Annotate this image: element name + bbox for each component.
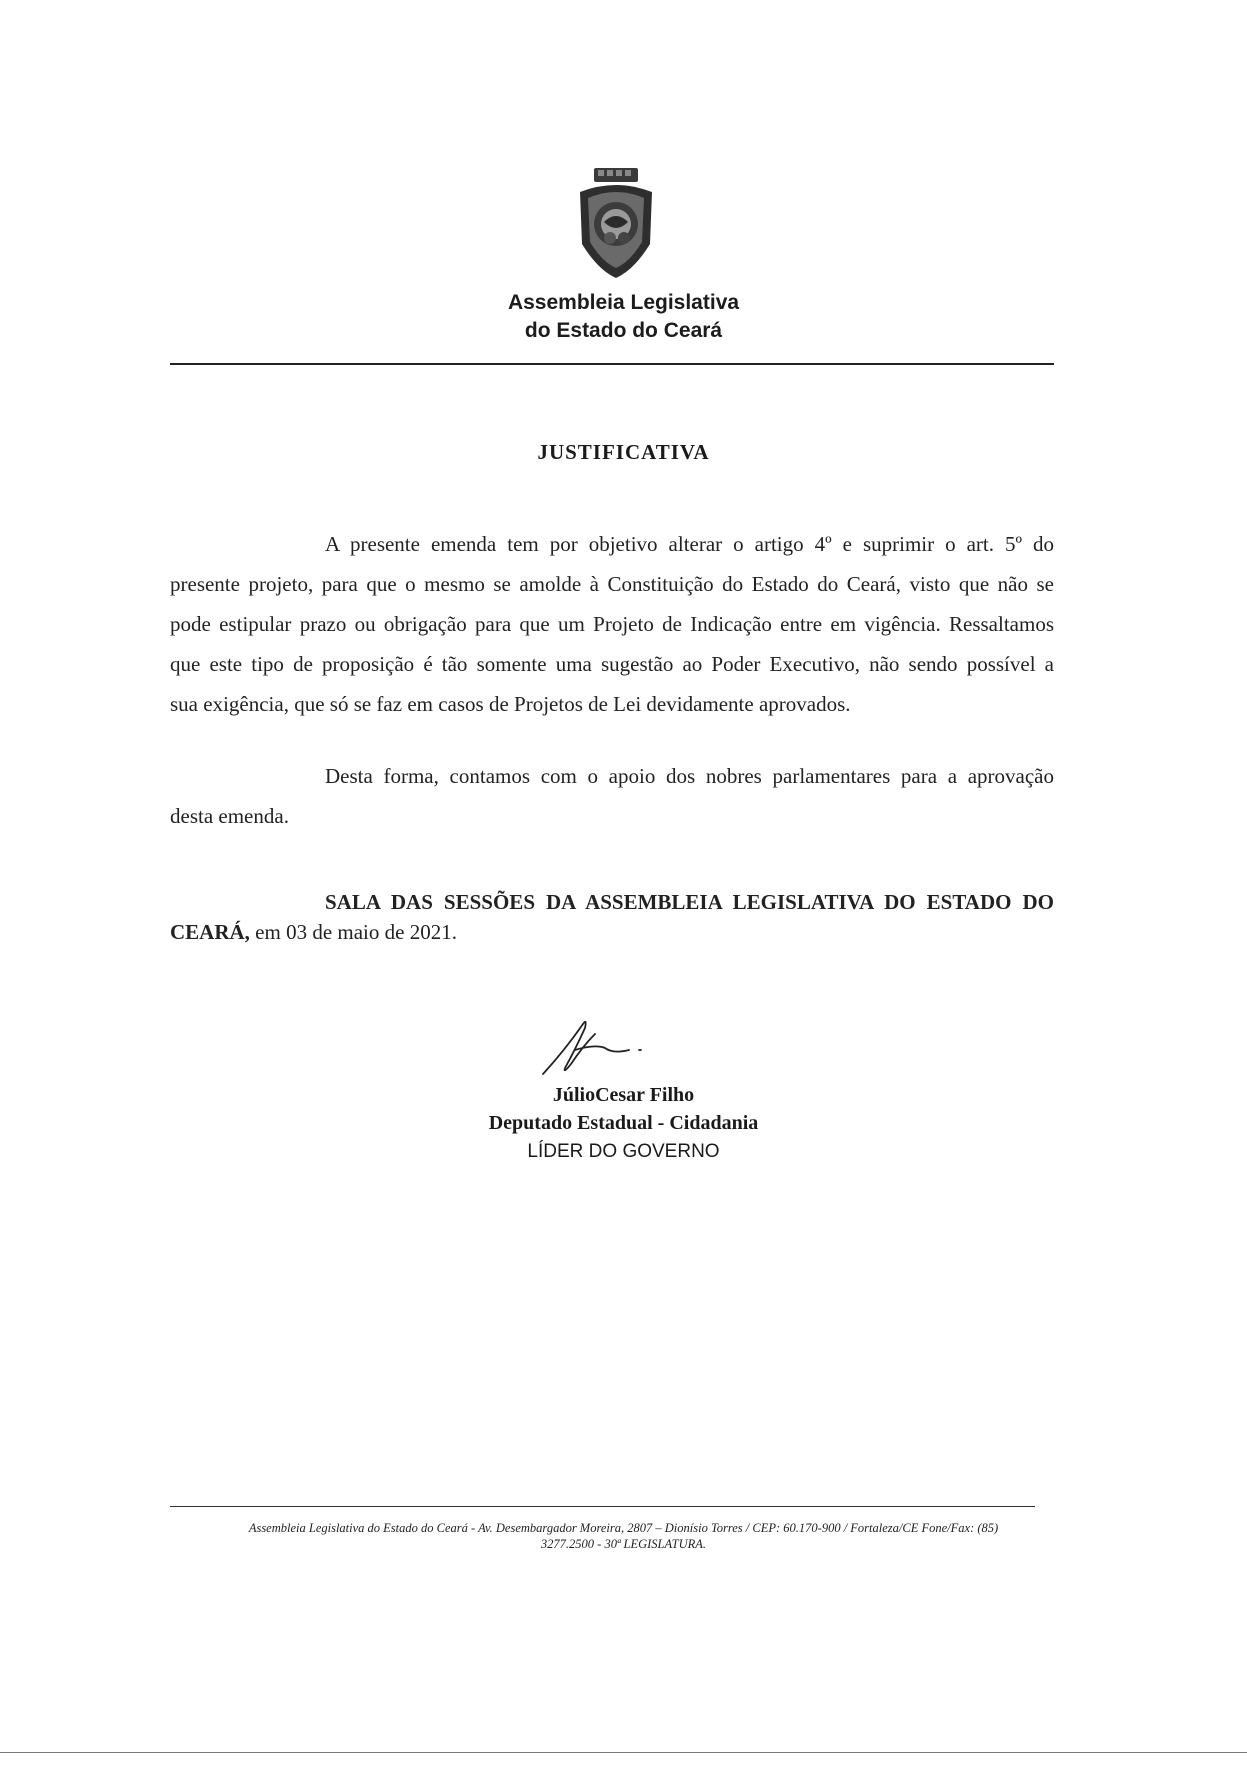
closing-line2: [170, 917, 1054, 947]
footer-divider: [170, 1506, 1035, 1507]
paragraph-line: sua exigência, que só se faz em casos de Projetos de Lei devidamente aprovados.: [170, 692, 851, 716]
paragraph-line: presente projeto, para que o mesmo se amolde à Constituição do Estado do Ceará, visto que não se: [170, 572, 1054, 596]
document-title: JUSTIFICATIVA: [537, 440, 710, 464]
footer-line1: Assembleia Legislativa do Estado do Ceará - Av. Desembargador Moreira, 2807 – Dionísio Torres / CEP: 60.170-900 / Fortaleza/CE Fone/Fax: (85): [248, 1521, 999, 1535]
closing-line1: SALA DAS SESSÕES DA ASSEMBLEIA LEGISLATIVA DO ESTADO DO: [325, 890, 1054, 914]
paragraph-line: pode estipular prazo ou obrigação para que um Projeto de Indicação entre em vigência. Ressaltamos: [170, 612, 1054, 636]
closing-state: CEARÁ,: [170, 920, 250, 944]
signatory-role: Deputado Estadual - Cidadania: [488, 1112, 759, 1134]
signatory-name: JúlioCesar Filho: [552, 1084, 695, 1106]
page-bottom-edge: [0, 1752, 1247, 1753]
footer-line2: 3277.2500 - 30ª LEGISLATURA.: [540, 1537, 707, 1551]
state-seal-icon: [574, 166, 658, 282]
paragraph-line: desta emenda.: [170, 804, 289, 828]
support-paragraph: [170, 756, 1054, 836]
handwritten-signature: [535, 1010, 655, 1082]
closing-date: em 03 de maio de 2021.: [249, 920, 457, 944]
signatory-position: LÍDER DO GOVERNO: [527, 1141, 720, 1162]
paragraph-line: A presente emenda tem por objetivo alterar o artigo 4º e suprimir o art. 5º do: [325, 532, 1054, 556]
paragraph-line: Desta forma, contamos com o apoio dos nobres parlamentares para a aprovação: [325, 764, 1054, 788]
footer-address: [0, 1520, 1247, 1552]
header-divider: [170, 363, 1054, 365]
org-name-line2: do Estado do Ceará: [524, 319, 723, 342]
paragraph-line: que este tipo de proposição é tão somente uma sugestão ao Poder Executivo, não sendo possível a: [170, 652, 1054, 676]
org-name-line1: Assembleia Legislativa: [507, 291, 740, 314]
closing-statement: [170, 887, 1054, 947]
justification-paragraph: [170, 524, 1054, 724]
